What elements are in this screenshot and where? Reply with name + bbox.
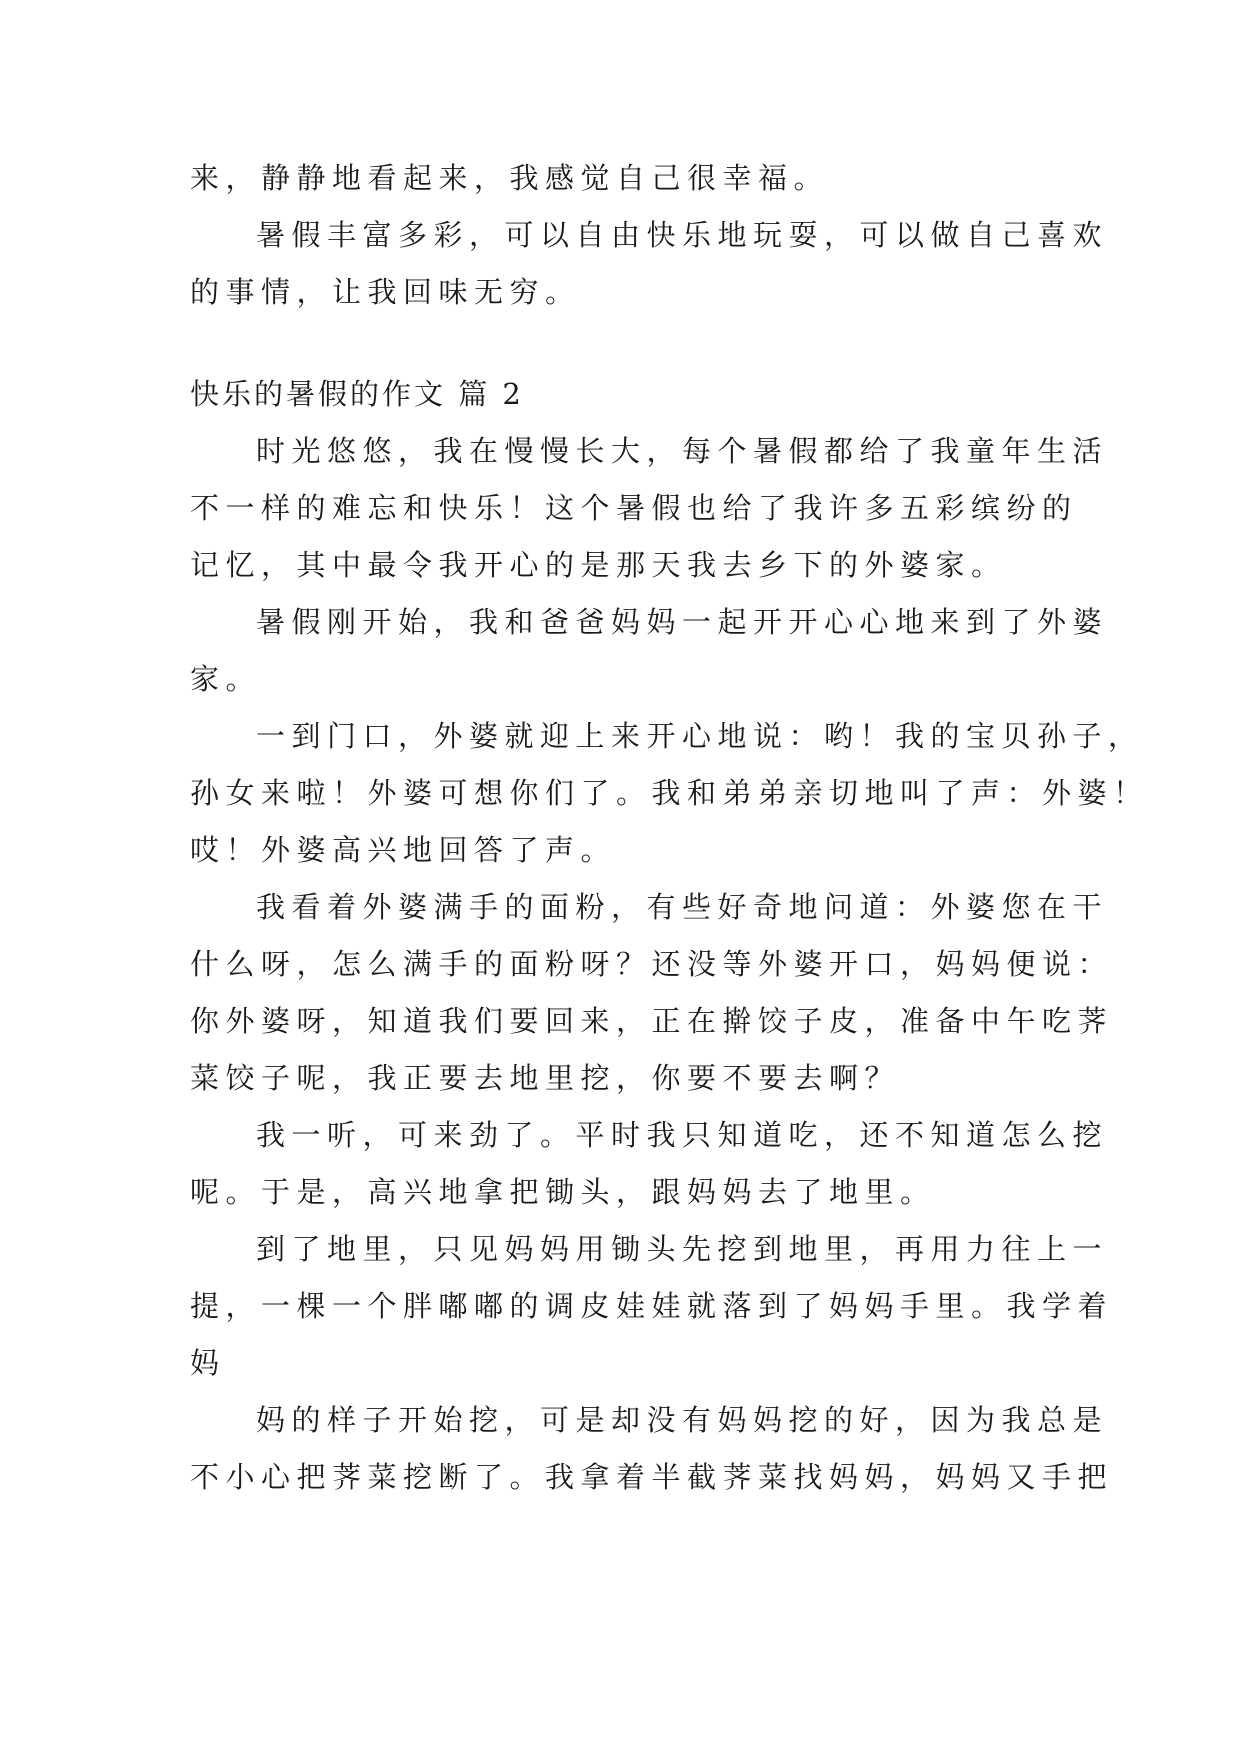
- text-line: 来，静静地看起来，我感觉自己很幸福。: [190, 161, 830, 195]
- text-line: 你外婆呀，知道我们要回来，正在擀饺子皮，准备中午吃荠: [190, 1004, 1114, 1038]
- paragraph-line: 我看着外婆满手的面粉，有些好奇地问道：外婆您在干: [256, 890, 1109, 924]
- text-line: 呢。于是，高兴地拿把锄头，跟妈妈去了地里。: [190, 1175, 936, 1209]
- text-line: 不小心把荠菜挖断了。我拿着半截荠菜找妈妈，妈妈又手把: [190, 1460, 1114, 1494]
- text-line: 的事情，让我回味无穷。: [190, 275, 581, 309]
- paragraph-line: 暑假丰富多彩，可以自由快乐地玩耍，可以做自己喜欢: [256, 218, 1109, 252]
- text-line: 家。: [190, 662, 262, 696]
- text-line: 菜饺子呢，我正要去地里挖，你要不要去啊？: [190, 1061, 901, 1095]
- text-line: 不一样的难忘和快乐！这个暑假也给了我许多五彩缤纷的: [190, 491, 1078, 525]
- text-line: 妈: [190, 1346, 226, 1380]
- paragraph-line: 妈的样子开始挖，可是却没有妈妈挖的好，因为我总是: [256, 1403, 1109, 1437]
- paragraph-line: 暑假刚开始，我和爸爸妈妈一起开开心心地来到了外婆: [256, 605, 1109, 639]
- text-line: 记忆，其中最令我开心的是那天我去乡下的外婆家。: [190, 548, 1007, 582]
- paragraph-line: 到了地里，只见妈妈用锄头先挖到地里，再用力往上一: [256, 1232, 1109, 1266]
- text-line: 什么呀，怎么满手的面粉呀？还没等外婆开口，妈妈便说：: [190, 947, 1114, 981]
- text-line: 哎！外婆高兴地回答了声。: [190, 833, 617, 867]
- paragraph-line: 我一听，可来劲了。平时我只知道吃，还不知道怎么挖: [256, 1118, 1109, 1152]
- section-heading: 快乐的暑假的作文 篇 2: [190, 377, 524, 411]
- text-line: 提，一棵一个胖嘟嘟的调皮娃娃就落到了妈妈手里。我学着: [190, 1289, 1114, 1323]
- paragraph-line: 时光悠悠，我在慢慢长大，每个暑假都给了我童年生活: [256, 434, 1109, 468]
- text-line: 孙女来啦！外婆可想你们了。我和弟弟亲切地叫了声：外婆！: [190, 776, 1149, 810]
- paragraph-line: 一到门口，外婆就迎上来开心地说：哟！我的宝贝孙子，: [256, 719, 1144, 753]
